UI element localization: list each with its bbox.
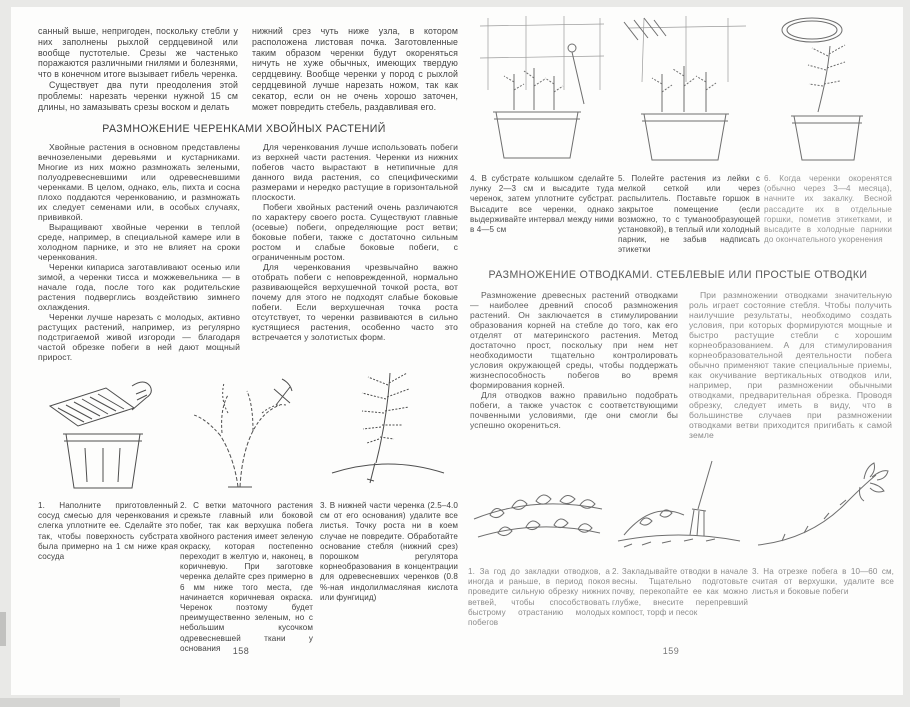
body-paragraph: Размножение древесных растений отводками — наиболее древний способ размножения растений. Он заключается в стимулировании образования корней на стебле до того, как его отделят от материнского растения. Метод достаточно прост, поскольку при нем нет необходимости тщательно контролировать условия окружающей среды, чтобы поддержать жизнеспособность побегов во время формирования корней. (470, 290, 678, 390)
body-paragraph: нижний срез чуть ниже узла, в котором расположена листовая почка. Заготовленные таким образом черенки будут окореняться ничуть не хуже обычных, имеющих твердую сердцевину. Вообще черенки у пород с рыхлой сердцевиной лучше нарезать ножом, так как секатор, если он не очень хорошо заточен, может повредить стебель, раздавливая его. (252, 26, 458, 112)
stripped-shoot-illustration (752, 453, 894, 565)
figure-prepared-conifer-cutting (318, 367, 458, 495)
figure-caption-6 (764, 174, 892, 245)
page-number-left: 158 (232, 646, 250, 656)
figure-stripped-shoot-for-layering (752, 453, 894, 565)
figure-pruned-leafy-branches (468, 453, 608, 565)
left-page-body-column-1 (38, 142, 240, 362)
caption-text: 1. Наполните приготовленный сосуд смесью для черенкования и слегка уплотните ее. Сделайте это так, чтобы поверхность субстрата была примерно на 1 см ниже края сосуда (38, 501, 178, 562)
open-book-pages (11, 7, 903, 695)
caption-text: 2. С ветки маточного растения срежьте главный или боковой побег, так как верхушка побега хвойного растения имеет зеленую окраску, которая постепенно переходит в желтую и, наконец, в коричневую. При заготовке черенка делайте срез примерно в 6 мм ниже того места, где начинается коричневая окраска. Черенок поэтому будет преимущественно зеленым, но с небольшим кусочком одревесневшей ткани у основания (180, 501, 313, 653)
body-paragraph: Существует два пути преодоления этой проблемы: нарезать черенки нужной 15 см длины, но замазывать срезы воском и делать (38, 79, 238, 112)
body-paragraph: Побеги хвойных растений очень различаются по характеру своего роста. Существуют главные (осевые) побеги, определяющие рост ветви; боковые побеги, также с достаточно сильным ростом и слабые боковые побеги, с ограниченным ростом. (252, 202, 458, 262)
figure-preparing-soil-with-fork (612, 453, 746, 565)
caption-text: 1. За год до закладки отводков, а иногда и раньше, в период покоя проведите сильную обрезку нижних ветвей, чтобы способствовать быстрому отрастанию молодых побегов (468, 567, 610, 628)
planting-cuttings-illustration (468, 12, 608, 168)
figure-caption-layering-3 (752, 567, 894, 598)
caption-text: 6. Когда черенки окоренятся (обычно через 3—4 месяца), начните их закалку. Весной рассадите их в отдельные горшки, пометив этикетками, и высадите в холодные парники до окончательного укоренения (764, 174, 892, 245)
body-paragraph: Хвойные растения в основном представлены вечнозелеными деревьями и кустарниками. Многие из них можно размножать зелеными, полуодревесневшими или одревесневшими черенками. В целом, однако, ель, пихта и сосна плохо поддаются черенкованию, и размножать их следует семенами или, в особых случаях, прививкой. (38, 142, 240, 222)
left-page-intro-column-2 (252, 26, 458, 112)
page-number-right: 159 (662, 646, 680, 656)
caption-text: 4. В субстрате колышком сделайте лунку 2—3 см и высадите туда черенок, затем уплотните субстрат. Высадите все черенки, однако выдерживайте интервал между ними в 4—5 см (470, 174, 614, 235)
conifer-cutting-illustration (318, 367, 458, 495)
left-page-intro-column-1 (38, 26, 238, 112)
soil-fork-illustration (612, 453, 746, 565)
caption-text: 5. Полейте растения из лейки с мелкой сеткой или через распылитель. Поставьте горшок в закрытое помещение (если возможно, то с туманообразующей установкой), в теплый или холодный парник, не забыв надписать этикетки (618, 174, 760, 255)
figure-caption-5 (618, 174, 760, 256)
scan-edge-smudge (0, 612, 6, 646)
caption-text: 3. На отрезке побега в 10—60 см, считая от верхушки, удалите все листья и боковые побеги (752, 567, 894, 597)
filling-pot-illustration (40, 372, 162, 494)
body-paragraph: Черенки лучше нарезать с молодых, активно растущих растений, например, из регулярно подстригаемой живой изгороди — благодаря частой обрезке побеги в ней дают мощный прирост. (38, 312, 240, 362)
figure-cutting-shoot-from-mother-plant (178, 369, 306, 495)
figure-caption-4 (470, 174, 614, 235)
body-paragraph: Для черенкования чрезвычайно важно отобрать побеги с неповрежденной, нормально развивающейся верхушечной точкой роста, вот почему для этого не подходят слабые боковые побеги. Если верхушечная точка роста отсутствует, то черенки развиваются в сильно кустящиеся растения, особенно часто это встречается у золотистых форм. (252, 262, 458, 342)
body-paragraph: Черенки кипариса заготавливают осенью или зимой, а черенки тисса и можжевельника — в начале года, после того как родительские растения подверглись воздействию зимнего охлаждения. (38, 262, 240, 312)
caption-text: 3. В нижней части черенка (2.5–4.0 см от его основания) удалите все листья. Точку роста ни в коем случае не повредите. Обработайте основание стебля (нижний срез) порошком регулятора корнеобразования в концентрации для одревесневших черенков (0.8 %-ная индолилмасляная кислота или фунгицид) (320, 501, 458, 602)
body-paragraph: При размножении отводками значительную роль играет состояние стебля. Чтобы получить наилучшие результаты, необходимо создать условия, при которых формируются мощные и быстро растущие стебли с хорошим корнеобразованием. А для стимулирования корнеобразовательной деятельности побега обычно применяют такие специальные приемы, как окучивание вертикальных отводков или, например, при размножении обычными отводками, предварительная обрезка. Проводя обрезку, следует иметь в виду, что в большинстве случаев при размножении отводками ветви приходится пригибать к самой земле (689, 290, 892, 440)
figure-watering-cuttings (614, 12, 754, 168)
figure-caption-3 (320, 501, 458, 603)
body-paragraph: Для отводков важно правильно подобрать побеги, а также участок с соответствующими почвенными условиями, где они смогли бы успешно окорениться. (470, 390, 678, 430)
figure-rooted-cutting-in-pot (760, 12, 894, 168)
section-heading-conifer-cuttings: РАЗМНОЖЕНИЕ ЧЕРЕНКАМИ ХВОЙНЫХ РАСТЕНИЙ (102, 123, 386, 135)
cutting-shoot-illustration (178, 369, 306, 495)
body-paragraph: Для черенкования лучше использовать побеги из верхней части растения. Черенки из нижних побегов часто вырастают в нетипичные для данного вида растения, со специфическими размерами и нередко растущие в горизонтальной плоскости. (252, 142, 458, 202)
right-page-body-column-1 (470, 290, 678, 430)
watering-cuttings-illustration (614, 12, 754, 168)
right-page-body-column-2 (689, 290, 892, 440)
leafy-branches-illustration (468, 453, 608, 565)
body-paragraph: Выращивают хвойные черенки в теплой среде, например, в специальной камере или в холодном парнике, и это не влияет на сроки черенкования. (38, 222, 240, 262)
caption-text: 2. Закладывайте отводки в начале весны. Тщательно подготовьте почву, перекопайте ее как можно глубже, внесите перепревший компост, торф и песок (612, 567, 748, 617)
figure-caption-layering-2 (612, 567, 748, 618)
body-paragraph: санный выше, непригоден, поскольку стебли у них заполнены рыхлой сердцевиной или вообще пустотелые. Срезы же частенько поражаются различными гнилями и болезнями, что в конечном итоге вызывает гибель черенка. (38, 26, 238, 80)
figure-caption-layering-1 (468, 567, 610, 628)
figure-caption-1 (38, 501, 178, 562)
figure-filling-pot-with-substrate (40, 372, 162, 494)
rooted-cutting-illustration (760, 12, 894, 168)
section-heading-layering: РАЗМНОЖЕНИЕ ОТВОДКАМИ. СТЕБЛЕВЫЕ ИЛИ ПРОСТЫЕ ОТВОДКИ (488, 269, 868, 281)
figure-caption-2 (180, 501, 313, 654)
left-page-body-column-2 (252, 142, 458, 342)
figure-planting-cuttings-with-dibber (468, 12, 608, 168)
scan-bottom-shadow (0, 698, 120, 707)
